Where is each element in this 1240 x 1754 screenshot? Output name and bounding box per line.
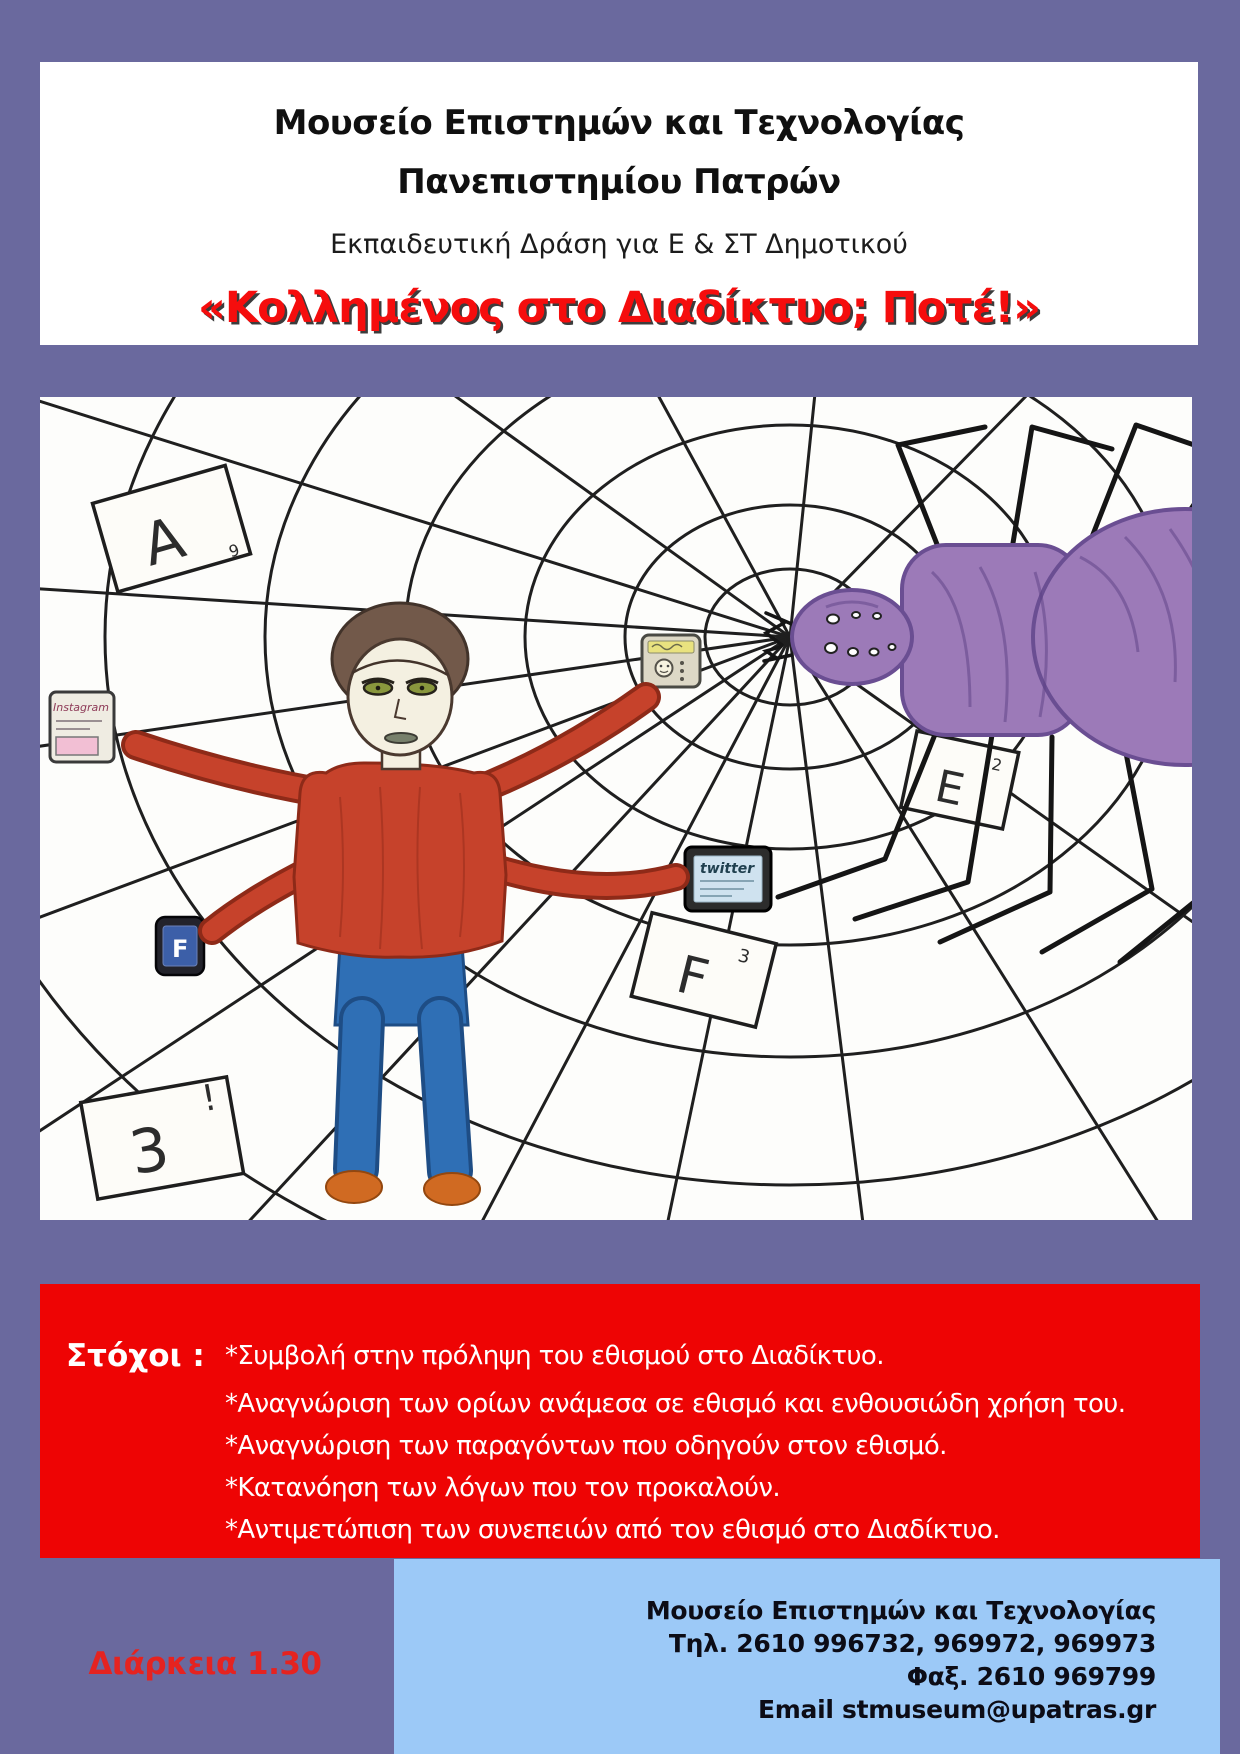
event-title: «Κολλημένος στο Διαδίκτυο; Ποτέ!» — [198, 283, 1040, 333]
spider-head — [792, 590, 912, 684]
smartphone — [642, 635, 700, 687]
goals-label: Στόχοι : — [66, 1338, 205, 1374]
contact-fax: Φαξ. 2610 969799 — [906, 1662, 1156, 1691]
grade-note-a — [93, 465, 252, 593]
instagram-label: Instagram — [53, 701, 109, 714]
illustration-panel — [40, 397, 1192, 1220]
shoe — [326, 1171, 382, 1203]
avatar-eye — [660, 665, 663, 668]
photo-thumbnail — [56, 737, 98, 755]
goals-list — [205, 1284, 1125, 1558]
note-letter: A — [135, 503, 192, 580]
note-letter: 3 — [124, 1113, 175, 1190]
goals-section — [40, 1284, 1200, 1558]
goal-item: *Αναγνώριση των ορίων ανάμεσα σε εθισμό και ενθουσιώδη χρήση του. — [225, 1389, 1126, 1419]
facebook-letter: F — [172, 935, 189, 963]
leg-denim — [440, 1019, 450, 1171]
leg-denim — [356, 1019, 362, 1169]
goal-item: *Συμβολή στην πρόληψη του εθισμού στο Διαδίκτυο. — [225, 1341, 884, 1371]
goal-item: *Αντιμετώπιση των συνεπειών από τον εθισμό στο Διαδίκτυο. — [225, 1515, 1000, 1545]
avatar-doodle — [656, 660, 673, 677]
contact-organization: Μουσείο Επιστημών και Τεχνολογίας — [645, 1596, 1156, 1625]
header-card — [40, 62, 1198, 345]
contact-phone: Τηλ. 2610 996732, 969972, 969973 — [668, 1629, 1156, 1658]
note-letter: E — [930, 760, 969, 817]
sweater-torso — [294, 763, 506, 957]
header-subtitle: Εκπαιδευτική Δράση για Ε & ΣΤ Δημοτικού — [330, 229, 908, 260]
grade-note-f — [631, 913, 776, 1027]
goal-item: *Κατανόηση των λόγων που τον προκαλούν. — [225, 1473, 781, 1503]
note-mark: ! — [198, 1077, 220, 1121]
note-mark: 9 — [226, 540, 242, 562]
pupil — [420, 686, 425, 691]
museum-title-line2: Πανεπιστημίου Πατρών — [397, 162, 841, 202]
child-drawing — [40, 397, 1192, 1220]
button-dot — [680, 677, 684, 681]
museum-title-line1: Μουσείο Επιστημών και Τεχνολογίας — [273, 103, 965, 143]
twitter-label: twitter — [700, 861, 755, 877]
contact-card — [394, 1559, 1220, 1754]
facebook-device — [156, 917, 204, 975]
shoe — [424, 1173, 480, 1205]
button-dot — [680, 661, 684, 665]
pupil — [376, 686, 381, 691]
goal-item: *Αναγνώριση των παραγόντων που οδηγούν στον εθισμό. — [225, 1431, 947, 1461]
grade-note-3 — [80, 1075, 243, 1199]
note-mark: 3 — [735, 945, 752, 969]
instagram-phone — [50, 692, 114, 762]
contact-email: Email stmuseum@upatras.gr — [757, 1695, 1156, 1724]
avatar-eye — [667, 665, 670, 668]
button-dot — [680, 669, 684, 673]
boy-mouth — [385, 733, 417, 743]
jeans-legs — [356, 1019, 450, 1171]
note-mark: 2 — [989, 754, 1004, 776]
duration-label: Διάρκεια 1.30 — [88, 1646, 322, 1682]
spider — [764, 425, 1192, 962]
note-letter: F — [670, 944, 715, 1011]
twitter-tablet — [685, 847, 771, 911]
